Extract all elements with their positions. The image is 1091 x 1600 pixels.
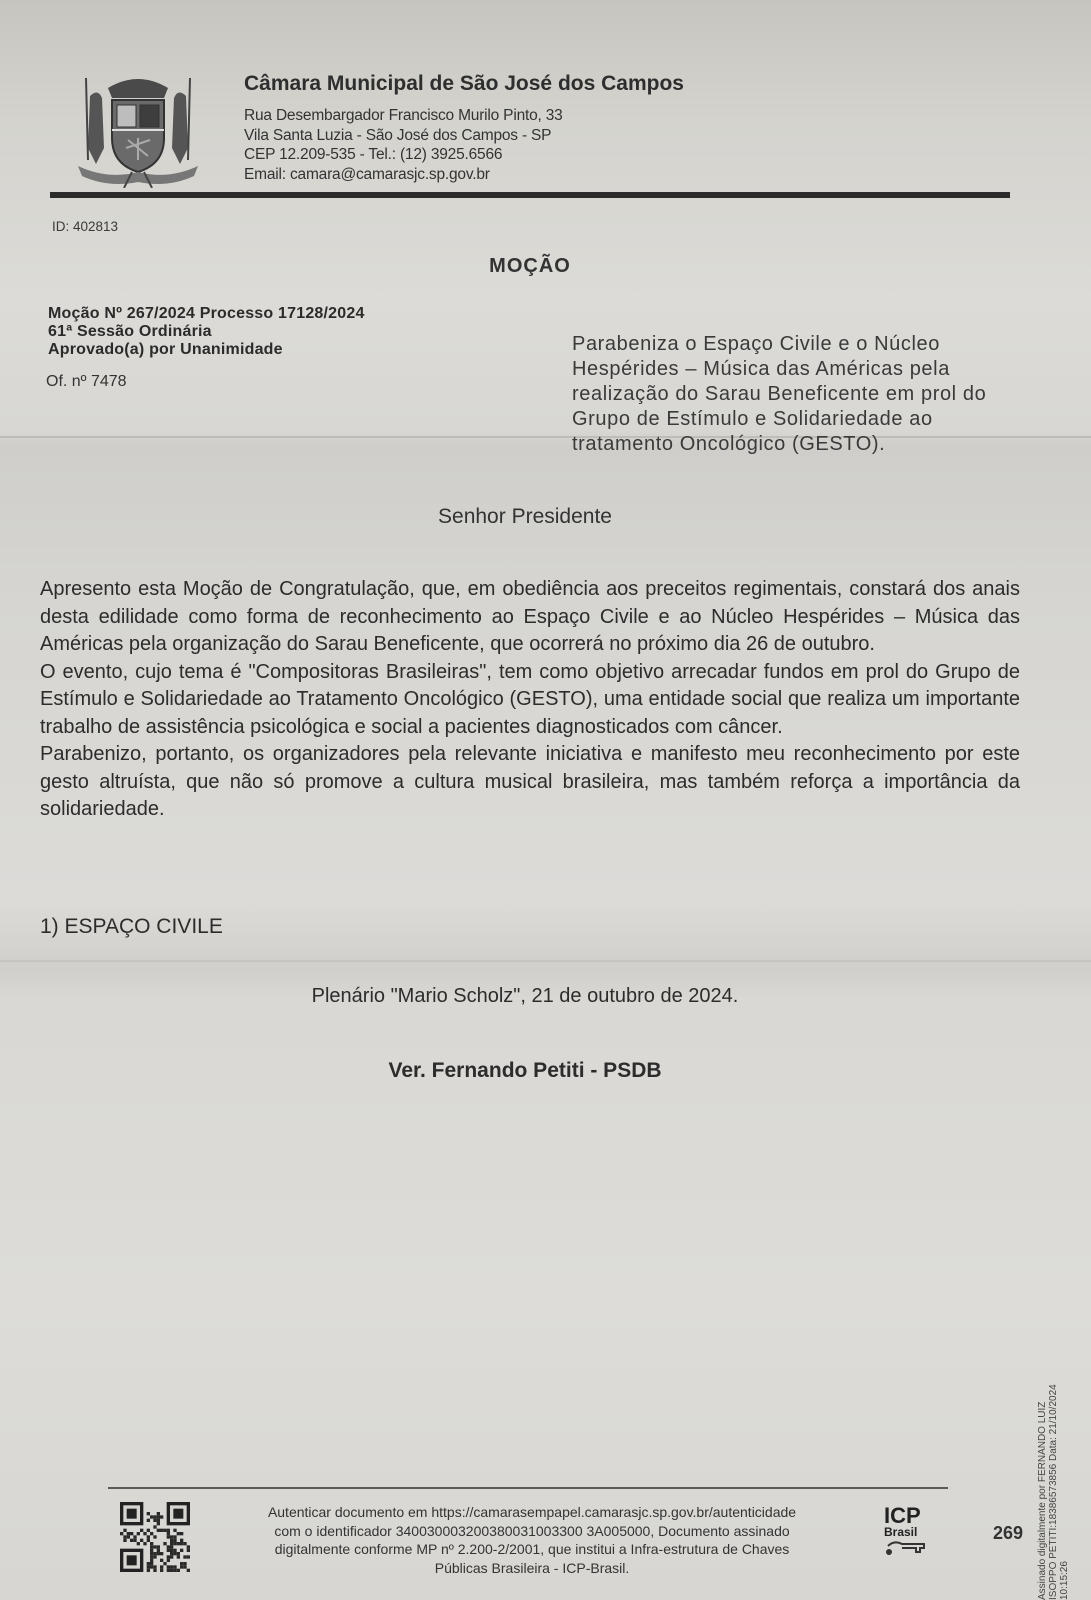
address-district: Vila Santa Luzia - São José dos Campos - SP [244, 126, 552, 144]
icp-brasil-logo-icon [884, 1503, 944, 1576]
body-paragraph: Parabenizo, portanto, os organizadores pela relevante iniciativa e manifesto meu reconhecimento por este gesto altruísta, que não só promove a cultura musical brasileira, mas também reforça a importância da solidariedade. [40, 743, 1020, 820]
document-title: MOÇÃO [489, 255, 571, 277]
footer-divider [108, 1487, 948, 1489]
auth-line: com o identificador 340030003200380031003300 3A005000, Documento assinado [274, 1522, 790, 1539]
address-street: Rua Desembargador Francisco Murilo Pinto, 33 [244, 107, 563, 124]
signature-line: Assinado digitalmente por FERNANDO LUIZ [1037, 1401, 1048, 1600]
salutation: Senhor Presidente [438, 505, 612, 528]
signatory: Ver. Fernando Petiti - PSDB [388, 1059, 662, 1082]
paper-fold [0, 960, 1091, 962]
auth-line: digitalmente conforme MP nº 2.200-2/2001, que institui a Infra-estrutura de Chaves [274, 1541, 790, 1557]
motion-summary: Parabeniza o Espaço Civile e o Núcleo Hespérides – Música das Américas pela realização do Sarau Beneficente em prol do Grupo de Estímulo e Solidariedade ao tratamento Oncológico (GESTO). [572, 333, 987, 455]
body-paragraph: O evento, cujo tema é "Compositoras Brasileiras", tem como objetivo arrecadar fundos em prol do Grupo de Estímulo e Solidariedade ao Tratamento Oncológico (GESTO), uma entidade social que realiza um importante trabalho de assistência psicológica e social a pacientes diagnosticados com câncer. [40, 660, 1020, 738]
organization-name: Câmara Municipal de São José dos Campos [244, 72, 684, 95]
icp-logo-subtext: Brasil [884, 1525, 918, 1539]
digital-signature-stamp [1037, 1320, 1070, 1600]
motion-metadata [48, 305, 365, 359]
document-id: ID: 402813 [52, 219, 119, 234]
signature-line: 10:15:26 [1059, 1561, 1070, 1600]
place-date: Plenário "Mario Scholz", 21 de outubro de 2024. [311, 985, 739, 1007]
address-cep-phone: CEP 12.209-535 - Tel.: (12) 3925.6566 [244, 146, 503, 163]
approval-status: Aprovado(a) por Unanimidade [48, 341, 283, 358]
address-email: Email: camara@camarasjc.sp.gov.br [244, 165, 490, 183]
recipient-item: 1) ESPAÇO CIVILE [40, 915, 223, 938]
auth-line: Públicas Brasileira - ICP-Brasil. [434, 1559, 630, 1576]
qr-code-icon[interactable] [120, 1502, 190, 1572]
motion-number: Moção Nº 267/2024 Processo 17128/2024 [48, 305, 365, 322]
motion-body [40, 576, 1020, 824]
coat-of-arms-icon [68, 68, 208, 188]
session: 61ª Sessão Ordinária [48, 323, 212, 340]
icp-logo-text: ICP [884, 1503, 921, 1528]
organization-address [244, 106, 563, 184]
oficio-number: Of. nº 7478 [46, 373, 127, 390]
authentication-notice [222, 1503, 842, 1577]
page-number: 269 [993, 1523, 1024, 1543]
key-icon [884, 1538, 934, 1560]
body-paragraph: Apresento esta Moção de Congratulação, que, em obediência aos preceitos regimentais, constará dos anais desta edilidade como forma de reconhecimento ao Espaço Civile e ao Núcleo Hespérides – Música das Américas pela organização do Sarau Beneficente, que ocorrerá no próximo dia 26 de outubro. [40, 578, 1020, 655]
signature-line: ISOPPO PETITI:18386573856 Data: 21/10/2024 [1048, 1384, 1059, 1600]
auth-line: Autenticar documento em https://camarasempapel.camarasjc.sp.gov.br/autenticidade [267, 1504, 797, 1520]
header-divider [50, 192, 1010, 198]
